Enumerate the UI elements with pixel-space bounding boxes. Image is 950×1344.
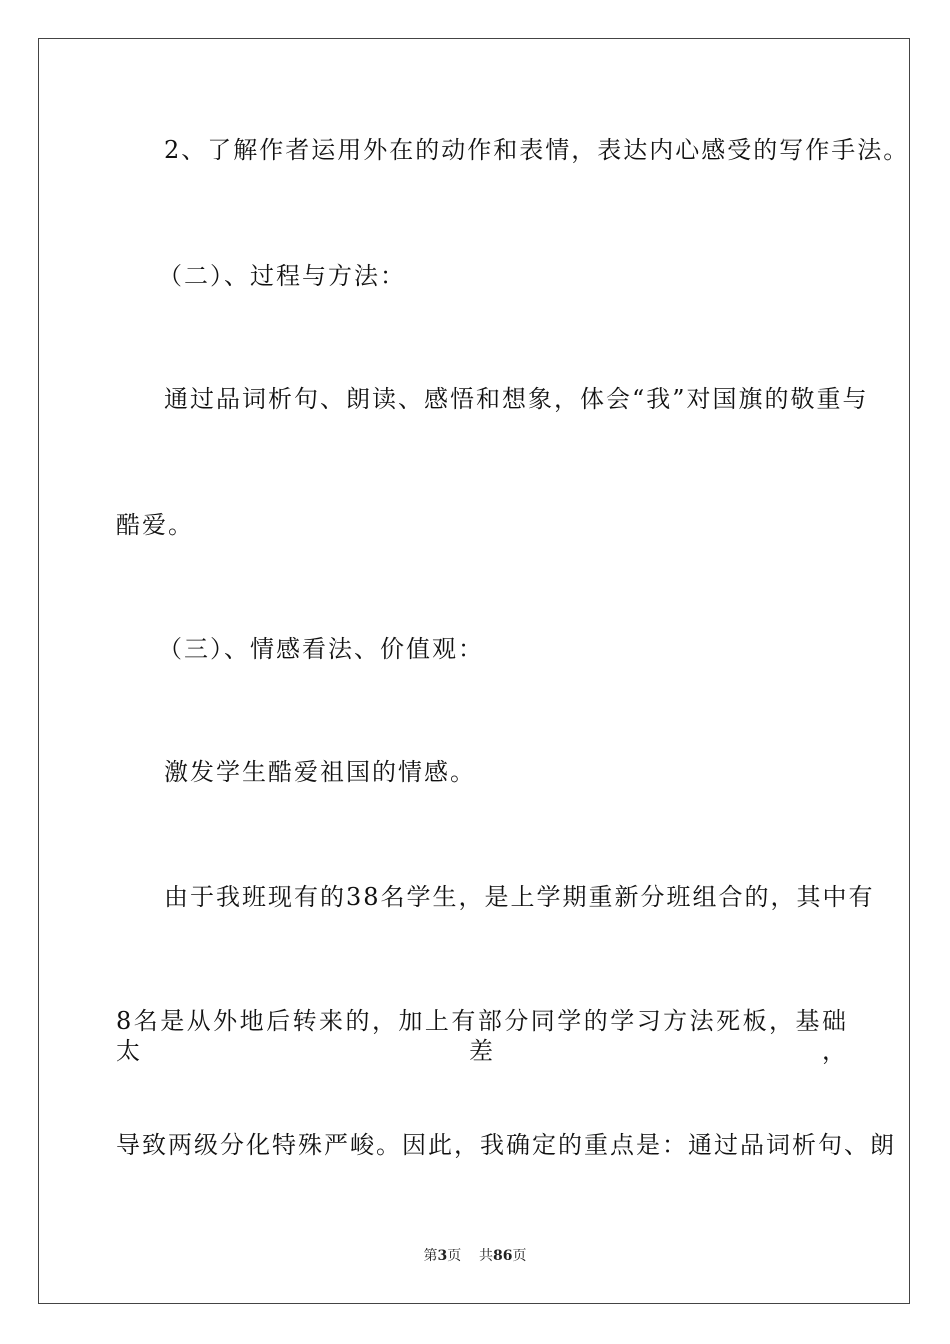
text-line-8: 8名是从外地后转来的，加上有部分同学的学习方法死板，基础太差， xyxy=(116,1007,848,1065)
footer-total-prefix: 共 xyxy=(479,1248,494,1264)
footer-page-suffix: 页 xyxy=(447,1248,462,1264)
page-border xyxy=(38,38,910,1304)
footer-page-number: 3 xyxy=(437,1248,448,1264)
section-heading-process-method: （二）、过程与方法： xyxy=(158,262,406,290)
text-line-4: 酷爱。 xyxy=(116,511,194,539)
page-footer xyxy=(0,1247,950,1265)
footer-total-pages: 86 xyxy=(493,1248,513,1264)
footer-page-prefix: 第 xyxy=(423,1248,438,1264)
text-line-3: 通过品词析句、朗读、感悟和想象，体会“我”对国旗的敬重与 xyxy=(164,385,869,413)
footer-total-suffix: 页 xyxy=(512,1248,527,1264)
text-line-7: 由于我班现有的38名学生，是上学期重新分班组合的，其中有 xyxy=(164,883,875,911)
text-line-1: 2、了解作者运用外在的动作和表情，表达内心感受的写作手法。 xyxy=(164,136,910,164)
text-line-9: 导致两级分化特殊严峻。因此，我确定的重点是：通过品词析句、朗 xyxy=(116,1131,896,1159)
text-line-6: 激发学生酷爱祖国的情感。 xyxy=(164,758,476,786)
section-heading-emotion-values: （三）、情感看法、价值观： xyxy=(158,635,484,663)
